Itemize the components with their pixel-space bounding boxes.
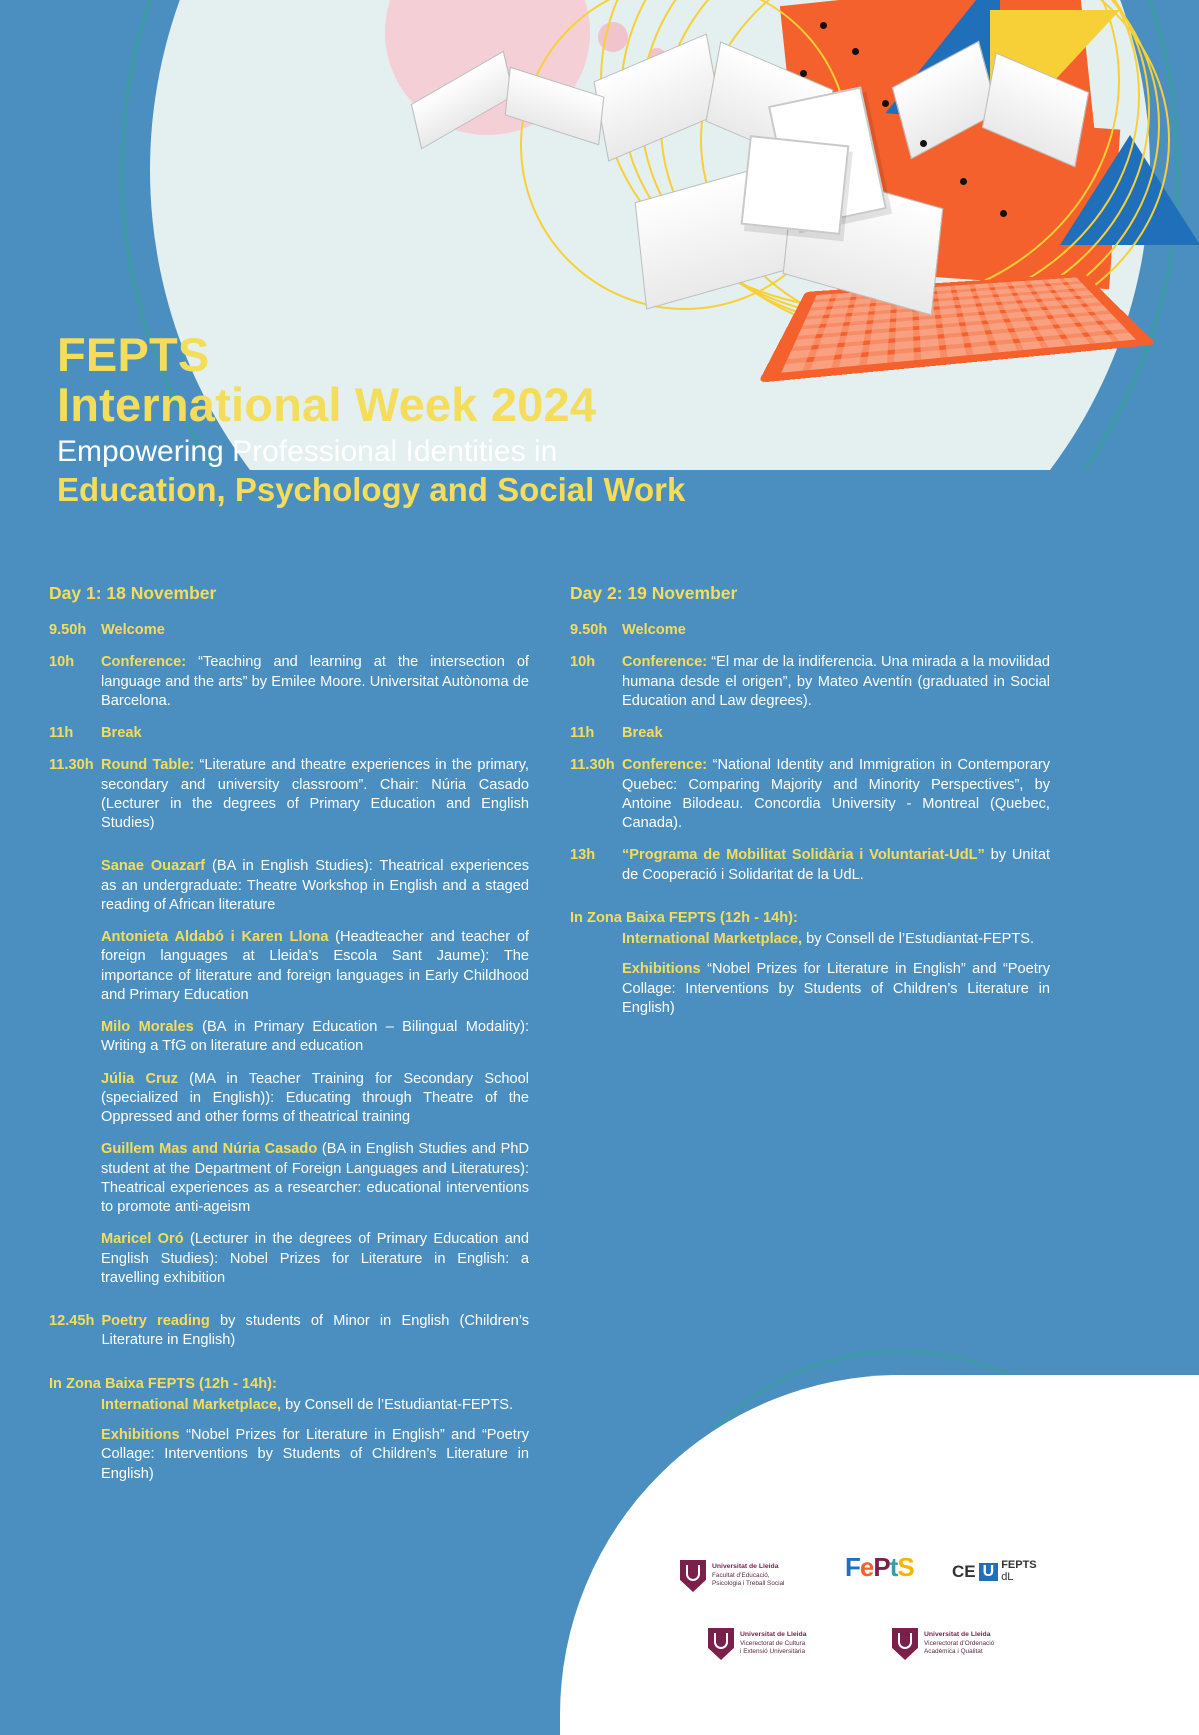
logo-ce-fepts-udl <box>952 1560 1037 1583</box>
day2-marketplace <box>622 930 1050 949</box>
day1-speaker-name: Antonieta Aldabó i Karen Llona <box>101 929 329 946</box>
day1-marketplace <box>101 1396 529 1415</box>
day1-speaker-item <box>101 1140 529 1217</box>
day1-heading: Day 1: 18 November <box>49 583 217 603</box>
day2-welcome-time: 9.50h <box>570 622 608 639</box>
day1-zona-heading: In Zona Baixa FEPTS (12h - 14h): <box>49 1375 277 1392</box>
title-line-2: International Week 2024 <box>57 377 597 431</box>
day1-exhibitions-text: “Nobel Prizes for Literature in English” and “Poetry Collage: Interventions by Students of Children’s Literature in English) <box>101 1427 529 1482</box>
day2-item-label: Conference: <box>622 654 708 671</box>
dot-decoration <box>820 22 827 29</box>
closed-book-illustration <box>741 135 850 235</box>
day2-item-text: by Unitat de Cooperació i Solidaritat de la UdL. <box>622 847 1050 883</box>
logo-line-2: Vicerectorat de Cultura <box>740 1640 806 1648</box>
spacer <box>49 1364 529 1375</box>
day1-item-label: Conference: <box>101 654 187 671</box>
day1-marketplace-text: by Consell de l’Estudiantat-FEPTS. <box>281 1396 514 1413</box>
logo-line-1: Universitat de Lleida <box>924 1631 991 1639</box>
spacer <box>49 1301 529 1312</box>
day1-item-body <box>101 724 529 743</box>
logo-line-2: Vicerectorat d’Ordenació <box>924 1640 995 1648</box>
spacer <box>570 898 1050 909</box>
day2-marketplace-text: by Consell de l’Estudiantat-FEPTS. <box>802 931 1035 948</box>
day1-poetry-row <box>49 1312 529 1351</box>
day2-item-label: Break <box>622 725 663 742</box>
day2-item-body <box>622 724 1050 743</box>
fepts-letter: S <box>897 1552 914 1582</box>
udl-u-block: U <box>979 1563 999 1581</box>
day2-welcome-label: Welcome <box>622 622 686 639</box>
title-disciplines: Education, Psychology and Social Work <box>57 470 686 508</box>
fepts-letter: e <box>859 1552 874 1582</box>
logo-line-3: i Extensió Universitària <box>740 1648 805 1656</box>
fepts-wordmark-logo <box>845 1552 914 1583</box>
logo-strip <box>680 1552 1110 1690</box>
dot-decoration <box>960 178 967 185</box>
day2-item-body <box>622 846 1050 885</box>
spacer <box>570 949 1050 960</box>
title-subtitle: Empowering Professional Identities in <box>57 434 558 468</box>
day2-item-body <box>622 756 1050 833</box>
day1-welcome-label: Welcome <box>101 622 165 639</box>
logo-udl-fepts <box>680 1560 784 1592</box>
day1-welcome-time: 9.50h <box>49 622 87 639</box>
dot-decoration <box>852 48 859 55</box>
day1-item-body <box>101 653 529 711</box>
day1-speaker-text: (BA in English Studies): Theatrical experiences as an undergraduate: Theatre Workshop in English and a staged reading of African literature <box>101 858 529 913</box>
day1-welcome-row <box>49 621 529 640</box>
udl-shield-icon <box>708 1628 734 1660</box>
day1-item-time: 11.30h <box>49 757 94 774</box>
day1-item-text: “Literature and theatre experiences in the primary, secondary and university classroom”. Chair: Núria Casado (Lecturer in the degrees of Primary Education and English Studies) <box>101 757 529 832</box>
day2-item-time: 13h <box>570 847 596 864</box>
logo-udl-ordenacio-text <box>924 1631 994 1657</box>
day1-speaker-text: (Lecturer in the degrees of Primary Education and English Studies): Nobel Prizes for Literature in English: a travelling exhibition <box>101 1231 529 1286</box>
day2-marketplace-label: International Marketplace, <box>622 931 803 948</box>
dot-decoration <box>882 100 889 107</box>
day1-speaker-name: Maricel Oró <box>101 1231 184 1248</box>
day1-speaker-name: Júlia Cruz <box>101 1070 178 1087</box>
day1-item-row <box>49 756 529 833</box>
day2-item-label: “Programa de Mobilitat Solidària i Voluntariat-UdL” <box>622 847 985 864</box>
day2-exhibitions-text: “Nobel Prizes for Literature in English” and “Poetry Collage: Interventions by Students of Children’s Literature in English) <box>622 961 1050 1016</box>
day2-item-time: 11h <box>570 725 595 742</box>
day1-speaker-text: (Headteacher and teacher of foreign languages at Lleida’s Escola Sant Jaume): The importance of literature and foreign languages in Early Childhood and Primary Education <box>101 929 529 1003</box>
logo-udl-fepts-text <box>712 1563 784 1589</box>
day1-speaker-item <box>101 1230 529 1288</box>
day1-item-time: 10h <box>49 654 75 671</box>
day1-item-time: 11h <box>49 725 74 742</box>
poster-title-block <box>57 330 917 510</box>
day2-item-time: 11.30h <box>570 757 615 774</box>
fepts-letter: t <box>889 1552 898 1582</box>
day2-item-row <box>570 756 1050 833</box>
day2-column <box>570 582 1050 1018</box>
day1-item-label: Break <box>101 725 142 742</box>
dot-decoration <box>800 70 807 77</box>
logo-line-2: Facultat d’Educació, <box>712 1572 770 1580</box>
ce-label: CE <box>952 1561 976 1581</box>
day2-item-time: 10h <box>570 654 596 671</box>
day1-speaker-item <box>101 928 529 1005</box>
day2-heading: Day 2: 19 November <box>570 583 738 603</box>
day2-exhibitions-label: Exhibitions <box>622 961 701 978</box>
logo-udl-ordenacio <box>892 1628 994 1660</box>
day1-item-row <box>49 724 529 743</box>
spacer <box>49 846 529 857</box>
ce-fepts-label: FEPTS <box>1001 1559 1037 1571</box>
day2-item-row <box>570 724 1050 743</box>
day1-poetry-text: by students of Minor in English (Children’s Literature in English) <box>101 1313 530 1349</box>
day1-item-text: “Teaching and learning at the intersection of language and the arts” by Emilee Moore. Universitat Autònoma de Barcelona. <box>101 654 529 709</box>
day2-item-row <box>570 846 1050 885</box>
logo-udl-cultura-text <box>740 1631 806 1657</box>
day2-item-body <box>622 653 1050 711</box>
day1-speaker-text: (MA in Teacher Training for Secondary School (specialized in English)): Educating through Theatre of the Oppressed and other forms of theatrical training <box>101 1070 529 1126</box>
day1-poetry-label: Poetry reading <box>101 1313 210 1330</box>
day2-welcome-row <box>570 621 1050 640</box>
day1-speaker-name: Guillem Mas and Núria Casado <box>101 1141 318 1158</box>
fepts-letter: P <box>873 1552 890 1582</box>
logo-line-3: Acadèmica i Qualitat <box>924 1648 983 1656</box>
day1-item-body <box>101 756 529 833</box>
day2-item-label: Conference: <box>622 757 708 774</box>
day1-column <box>49 582 529 1484</box>
day2-item-text: “El mar de la indiferencia. Una mirada a la movilidad humana desde el origen”, by Mateo Aventín (graduated in Social Education and Law degrees). <box>622 654 1050 709</box>
ce-dl-label: dL <box>1001 1570 1014 1583</box>
day1-exhibitions-label: Exhibitions <box>101 1427 180 1444</box>
title-line-1: FEPTS <box>57 328 210 381</box>
day1-speaker-item <box>101 1018 529 1057</box>
day2-zona-heading: In Zona Baixa FEPTS (12h - 14h): <box>570 909 798 926</box>
logo-line-3: Psicologia i Treball Social <box>712 1580 785 1588</box>
dot-decoration <box>1000 210 1007 217</box>
fepts-letter: F <box>845 1552 860 1582</box>
day2-item-row <box>570 653 1050 711</box>
day1-speaker-name: Sanae Ouazarf <box>101 858 206 875</box>
logo-line-1: Universitat de Lleida <box>740 1631 807 1639</box>
day1-poetry-time: 12.45h <box>49 1313 95 1330</box>
logo-line-1: Universitat de Lleida <box>712 1563 779 1571</box>
udl-shield-icon <box>892 1628 918 1660</box>
dot-decoration <box>920 140 927 147</box>
day1-speaker-name: Milo Morales <box>101 1019 194 1036</box>
spacer <box>49 1415 529 1426</box>
day1-item-row <box>49 653 529 711</box>
day2-item-text: “National Identity and Immigration in Contemporary Quebec: Comparing Majority and Minority Perspectives”, by Antoine Bilodeau. Concordia University - Montreal (Quebec, Canada). <box>622 757 1050 832</box>
day2-exhibitions <box>622 960 1050 1018</box>
day1-speaker-item <box>101 857 529 915</box>
day1-marketplace-label: International Marketplace, <box>101 1396 282 1413</box>
day1-poetry-body <box>101 1312 529 1351</box>
day1-speaker-text: (BA in English Studies and PhD student at the Department of Foreign Languages and Literatures): Theatrical experiences as a researcher: educational interventions to promote anti-ageism <box>101 1141 529 1216</box>
day1-speaker-item <box>101 1070 529 1128</box>
day1-exhibitions <box>101 1426 529 1484</box>
ce-udl-stack <box>1001 1560 1036 1583</box>
day1-item-label: Round Table: <box>101 757 195 774</box>
logo-udl-cultura <box>708 1628 806 1660</box>
day1-speaker-text: (BA in Primary Education – Bilingual Modality): Writing a TfG on literature and education <box>101 1019 529 1055</box>
udl-shield-icon <box>680 1560 706 1592</box>
